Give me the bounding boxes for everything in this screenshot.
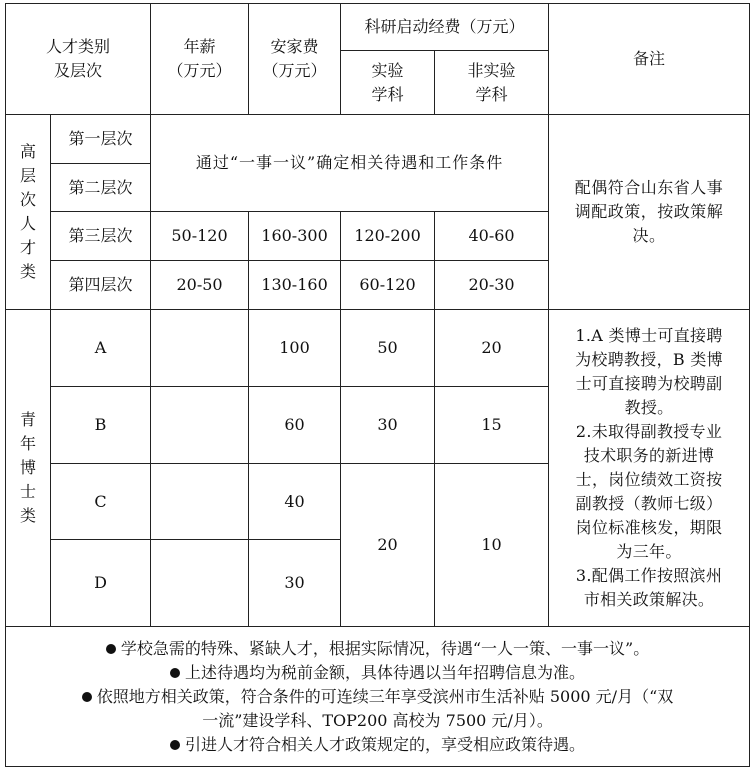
- grade-label: C: [51, 464, 151, 540]
- level-label: 第一层次: [51, 115, 151, 164]
- cell-settle: 60: [249, 387, 341, 464]
- remark-high-level: 配偶符合山东省人事 调配政策，按政策解 决。: [549, 115, 750, 310]
- footer-item: 上述待遇均为税前金额，具体待遇以当年招聘信息为准。: [6, 661, 749, 685]
- footer-notes: [6, 627, 750, 767]
- cell-salary-empty: [151, 540, 249, 627]
- cell-exp-merged: 20: [341, 464, 435, 627]
- grade-label: D: [51, 540, 151, 627]
- cell-settle: 40: [249, 464, 341, 540]
- cell-salary: 50-120: [151, 212, 249, 261]
- cell-exp: 30: [341, 387, 435, 464]
- header-category: 人才类别 及层次: [6, 4, 151, 115]
- footer-item: 引进人才符合相关人才政策规定的，享受相应政策待遇。: [6, 733, 749, 757]
- bullet-icon: [170, 740, 180, 750]
- level-label: 第三层次: [51, 212, 151, 261]
- cell-salary-empty: [151, 387, 249, 464]
- level-label: 第二层次: [51, 164, 151, 212]
- level-label: 第四层次: [51, 261, 151, 310]
- grade-label: A: [51, 310, 151, 387]
- cell-salary-empty: [151, 310, 249, 387]
- cell-nonexp: 20-30: [435, 261, 549, 310]
- header-nonexp-discipline: 非实验 学科: [435, 51, 549, 115]
- cell-settle: 130-160: [249, 261, 341, 310]
- bullet-icon: [82, 692, 92, 702]
- cell-settle: 100: [249, 310, 341, 387]
- remark-young-doctor: 1.A 类博士可直接聘 为校聘教授，B 类博 士可直接聘为校聘副 教授。 2.未取得副教授专业 技术职务的新进博 士，岗位绩效工资按 副教授（教师七级） 岗位标准核发，期限 为三年。 3.配偶工作按照滨州 市相关政策解决。: [549, 310, 750, 627]
- bullet-icon: [170, 668, 180, 678]
- cell-exp: 50: [341, 310, 435, 387]
- cell-nonexp: 15: [435, 387, 549, 464]
- talent-benefits-table: [5, 3, 750, 767]
- cell-nonexp-merged: 10: [435, 464, 549, 627]
- header-remarks: 备注: [549, 4, 750, 115]
- header-research-fund: 科研启动经费（万元）: [341, 4, 549, 51]
- cell-settle: 30: [249, 540, 341, 627]
- header-salary: 年薪 （万元）: [151, 4, 249, 115]
- header-exp-discipline: 实验 学科: [341, 51, 435, 115]
- cell-salary: 20-50: [151, 261, 249, 310]
- group-label-young-doctor: 青 年 博 士 类: [6, 310, 51, 627]
- grade-label: B: [51, 387, 151, 464]
- bullet-icon: [106, 644, 116, 654]
- footer-item: 依照地方相关政策，符合条件的可连续三年享受滨州市生活补贴 5000 元/月（“双: [6, 685, 749, 709]
- cell-salary-empty: [151, 464, 249, 540]
- cell-exp: 120-200: [341, 212, 435, 261]
- footer-item-continued: 一流”建设学科、TOP200 高校为 7500 元/月）。: [202, 710, 553, 730]
- cell-settle: 160-300: [249, 212, 341, 261]
- merged-policy-text: 通过“一事一议”确定相关待遇和工作条件: [151, 115, 549, 212]
- header-settle-fee: 安家费 （万元）: [249, 4, 341, 115]
- cell-exp: 60-120: [341, 261, 435, 310]
- footer-item: 学校急需的特殊、紧缺人才，根据实际情况，待遇“一人一策、一事一议”。: [6, 637, 749, 661]
- group-label-high-level: 高 层 次 人 才 类: [6, 115, 51, 310]
- cell-nonexp: 20: [435, 310, 549, 387]
- cell-nonexp: 40-60: [435, 212, 549, 261]
